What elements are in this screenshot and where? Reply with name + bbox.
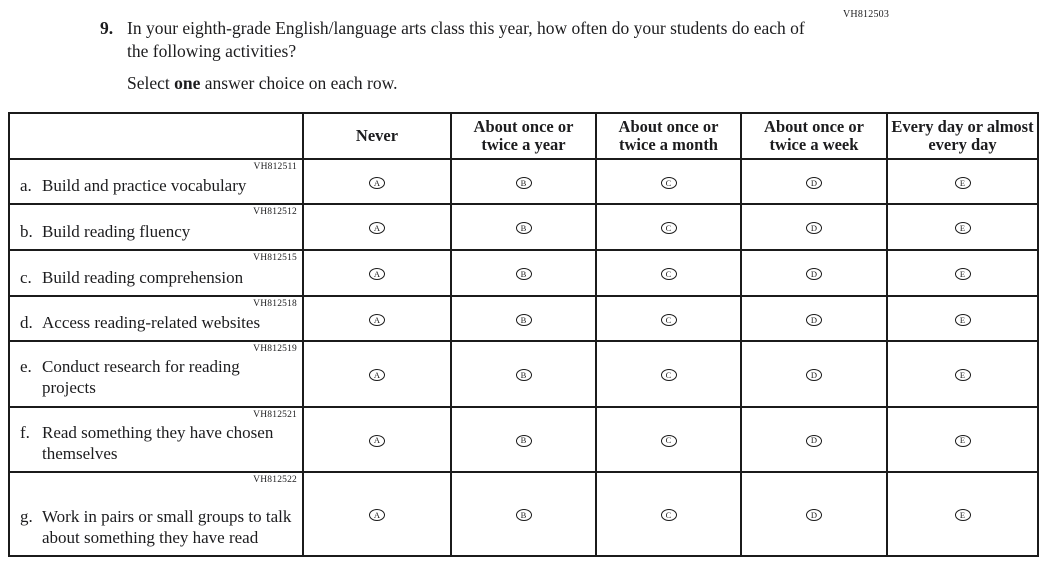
answer-cell-e-never[interactable] xyxy=(303,341,451,407)
answer-cell-b-month[interactable] xyxy=(596,204,741,250)
answer-cell-e-month[interactable] xyxy=(596,341,741,407)
table-row-d xyxy=(9,296,1038,341)
vh-code: VH812522 xyxy=(253,475,297,485)
table-row-g xyxy=(9,472,1038,556)
row-text: Conduct research for reading projects xyxy=(42,357,240,398)
answer-cell-a-month[interactable] xyxy=(596,159,741,204)
answer-cell-c-never[interactable] xyxy=(303,250,451,296)
answer-bubble-d[interactable]: D xyxy=(806,268,822,280)
answer-cell-c-year[interactable] xyxy=(451,250,596,296)
table-row-c xyxy=(9,250,1038,296)
answer-cell-a-year[interactable] xyxy=(451,159,596,204)
table-row-a xyxy=(9,159,1038,204)
answer-bubble-c[interactable]: C xyxy=(661,268,677,280)
vh-code: VH812518 xyxy=(253,299,297,309)
row-letter: d. xyxy=(20,312,33,332)
answer-cell-b-everyday[interactable] xyxy=(887,204,1038,250)
answer-cell-a-everyday[interactable] xyxy=(887,159,1038,204)
question-instruction xyxy=(127,73,398,94)
row-text: Build reading comprehension xyxy=(42,267,244,287)
answer-cell-f-week[interactable] xyxy=(741,407,887,473)
answer-bubble-e[interactable]: E xyxy=(955,222,971,234)
header-once-twice-year: About once or twice a year xyxy=(451,113,596,159)
answer-bubble-d[interactable]: D xyxy=(806,314,822,326)
answer-bubble-a[interactable]: A xyxy=(369,509,385,521)
answer-bubble-b[interactable]: B xyxy=(516,222,532,234)
row-text: Read something they have chosen themselves xyxy=(42,422,274,463)
answer-bubble-d[interactable]: D xyxy=(806,369,822,381)
row-label-g xyxy=(9,472,303,556)
row-label-e xyxy=(9,341,303,407)
answer-cell-c-everyday[interactable] xyxy=(887,250,1038,296)
answer-bubble-d[interactable]: D xyxy=(806,435,822,447)
row-text: Build and practice vocabulary xyxy=(42,175,247,195)
answer-cell-d-year[interactable] xyxy=(451,296,596,341)
answer-bubble-c[interactable]: C xyxy=(661,314,677,326)
row-text: Access reading-related websites xyxy=(42,312,261,332)
row-label-d xyxy=(9,296,303,341)
row-letter: f. xyxy=(20,422,30,442)
header-once-twice-month: About once or twice a month xyxy=(596,113,741,159)
answer-cell-f-everyday[interactable] xyxy=(887,407,1038,473)
answer-cell-a-week[interactable] xyxy=(741,159,887,204)
answer-cell-f-year[interactable] xyxy=(451,407,596,473)
answer-cell-g-month[interactable] xyxy=(596,472,741,556)
vh-code: VH812521 xyxy=(253,409,297,420)
answer-bubble-e[interactable]: E xyxy=(955,509,971,521)
answer-bubble-b[interactable]: B xyxy=(516,509,532,521)
answer-cell-e-week[interactable] xyxy=(741,341,887,407)
question-text: In your eighth-grade English/language arts class this year, how often do your students do each of the following activities? xyxy=(127,18,805,61)
row-text: Build reading fluency xyxy=(42,221,191,241)
answer-cell-c-week[interactable] xyxy=(741,250,887,296)
answer-bubble-e[interactable]: E xyxy=(955,435,971,447)
row-label-c xyxy=(9,250,303,296)
answer-bubble-b[interactable]: B xyxy=(516,435,532,447)
answer-cell-g-everyday[interactable] xyxy=(887,472,1038,556)
header-every-day: Every day or almost every day xyxy=(887,113,1038,159)
answer-cell-d-week[interactable] xyxy=(741,296,887,341)
answer-cell-b-never[interactable] xyxy=(303,204,451,250)
answer-bubble-e[interactable]: E xyxy=(955,314,971,326)
row-letter: c. xyxy=(20,267,32,287)
answer-cell-e-everyday[interactable] xyxy=(887,341,1038,407)
table-row-b xyxy=(9,204,1038,250)
answer-bubble-b[interactable]: B xyxy=(516,268,532,280)
answer-cell-d-everyday[interactable] xyxy=(887,296,1038,341)
answer-bubble-d[interactable]: D xyxy=(806,177,822,189)
answer-cell-f-month[interactable] xyxy=(596,407,741,473)
answer-bubble-b[interactable]: B xyxy=(516,314,532,326)
answer-cell-b-week[interactable] xyxy=(741,204,887,250)
header-empty-cell xyxy=(9,113,303,159)
answer-bubble-e[interactable]: E xyxy=(955,177,971,189)
answer-bubble-a[interactable]: A xyxy=(369,435,385,447)
answer-bubble-a[interactable]: A xyxy=(369,177,385,189)
row-letter: e. xyxy=(20,357,32,376)
answer-bubble-c[interactable]: C xyxy=(661,222,677,234)
answer-cell-d-never[interactable] xyxy=(303,296,451,341)
question-block xyxy=(100,17,824,63)
answer-bubble-c[interactable]: C xyxy=(661,509,677,521)
answer-bubble-e[interactable]: E xyxy=(955,268,971,280)
row-letter: g. xyxy=(20,506,33,526)
answer-bubble-b[interactable]: B xyxy=(516,369,532,381)
table-row-e xyxy=(9,341,1038,407)
answer-cell-f-never[interactable] xyxy=(303,407,451,473)
header-row xyxy=(9,113,1038,159)
row-label-a xyxy=(9,159,303,204)
answer-bubble-c[interactable]: C xyxy=(661,177,677,189)
header-once-twice-week: About once or twice a week xyxy=(741,113,887,159)
answer-bubble-a[interactable]: A xyxy=(369,314,385,326)
instruction-suffix: answer choice on each row. xyxy=(200,73,398,93)
row-label-b xyxy=(9,204,303,250)
answer-cell-b-year[interactable] xyxy=(451,204,596,250)
row-label-f xyxy=(9,407,303,473)
vh-code: VH812519 xyxy=(253,344,297,354)
instruction-bold-word: one xyxy=(174,73,201,93)
question-accession-code: VH812503 xyxy=(843,9,890,20)
answer-cell-g-never[interactable] xyxy=(303,472,451,556)
answer-bubble-c[interactable]: C xyxy=(661,435,677,447)
header-never: Never xyxy=(303,113,451,159)
row-letter: a. xyxy=(20,175,32,195)
answer-bubble-d[interactable]: D xyxy=(806,222,822,234)
answer-cell-a-never[interactable] xyxy=(303,159,451,204)
row-letter: b. xyxy=(20,221,33,241)
answer-bubble-a[interactable]: A xyxy=(369,268,385,280)
question-number: 9. xyxy=(100,18,114,38)
answer-cell-g-year[interactable] xyxy=(451,472,596,556)
vh-code: VH812511 xyxy=(253,162,297,172)
answer-bubble-d[interactable]: D xyxy=(806,509,822,521)
answer-bubble-e[interactable]: E xyxy=(955,369,971,381)
answer-bubble-a[interactable]: A xyxy=(369,369,385,381)
answer-cell-e-year[interactable] xyxy=(451,341,596,407)
answer-cell-g-week[interactable] xyxy=(741,472,887,556)
answer-bubble-a[interactable]: A xyxy=(369,222,385,234)
vh-code: VH812515 xyxy=(253,253,297,263)
answer-bubble-c[interactable]: C xyxy=(661,369,677,381)
table-row-f xyxy=(9,407,1038,473)
answer-bubble-b[interactable]: B xyxy=(516,177,532,189)
instruction-prefix: Select xyxy=(127,73,175,93)
row-text: Work in pairs or small groups to talk about something they have read xyxy=(42,506,292,547)
vh-code: VH812512 xyxy=(253,207,297,217)
answer-cell-c-month[interactable] xyxy=(596,250,741,296)
answer-cell-d-month[interactable] xyxy=(596,296,741,341)
frequency-matrix-table xyxy=(8,112,1039,557)
